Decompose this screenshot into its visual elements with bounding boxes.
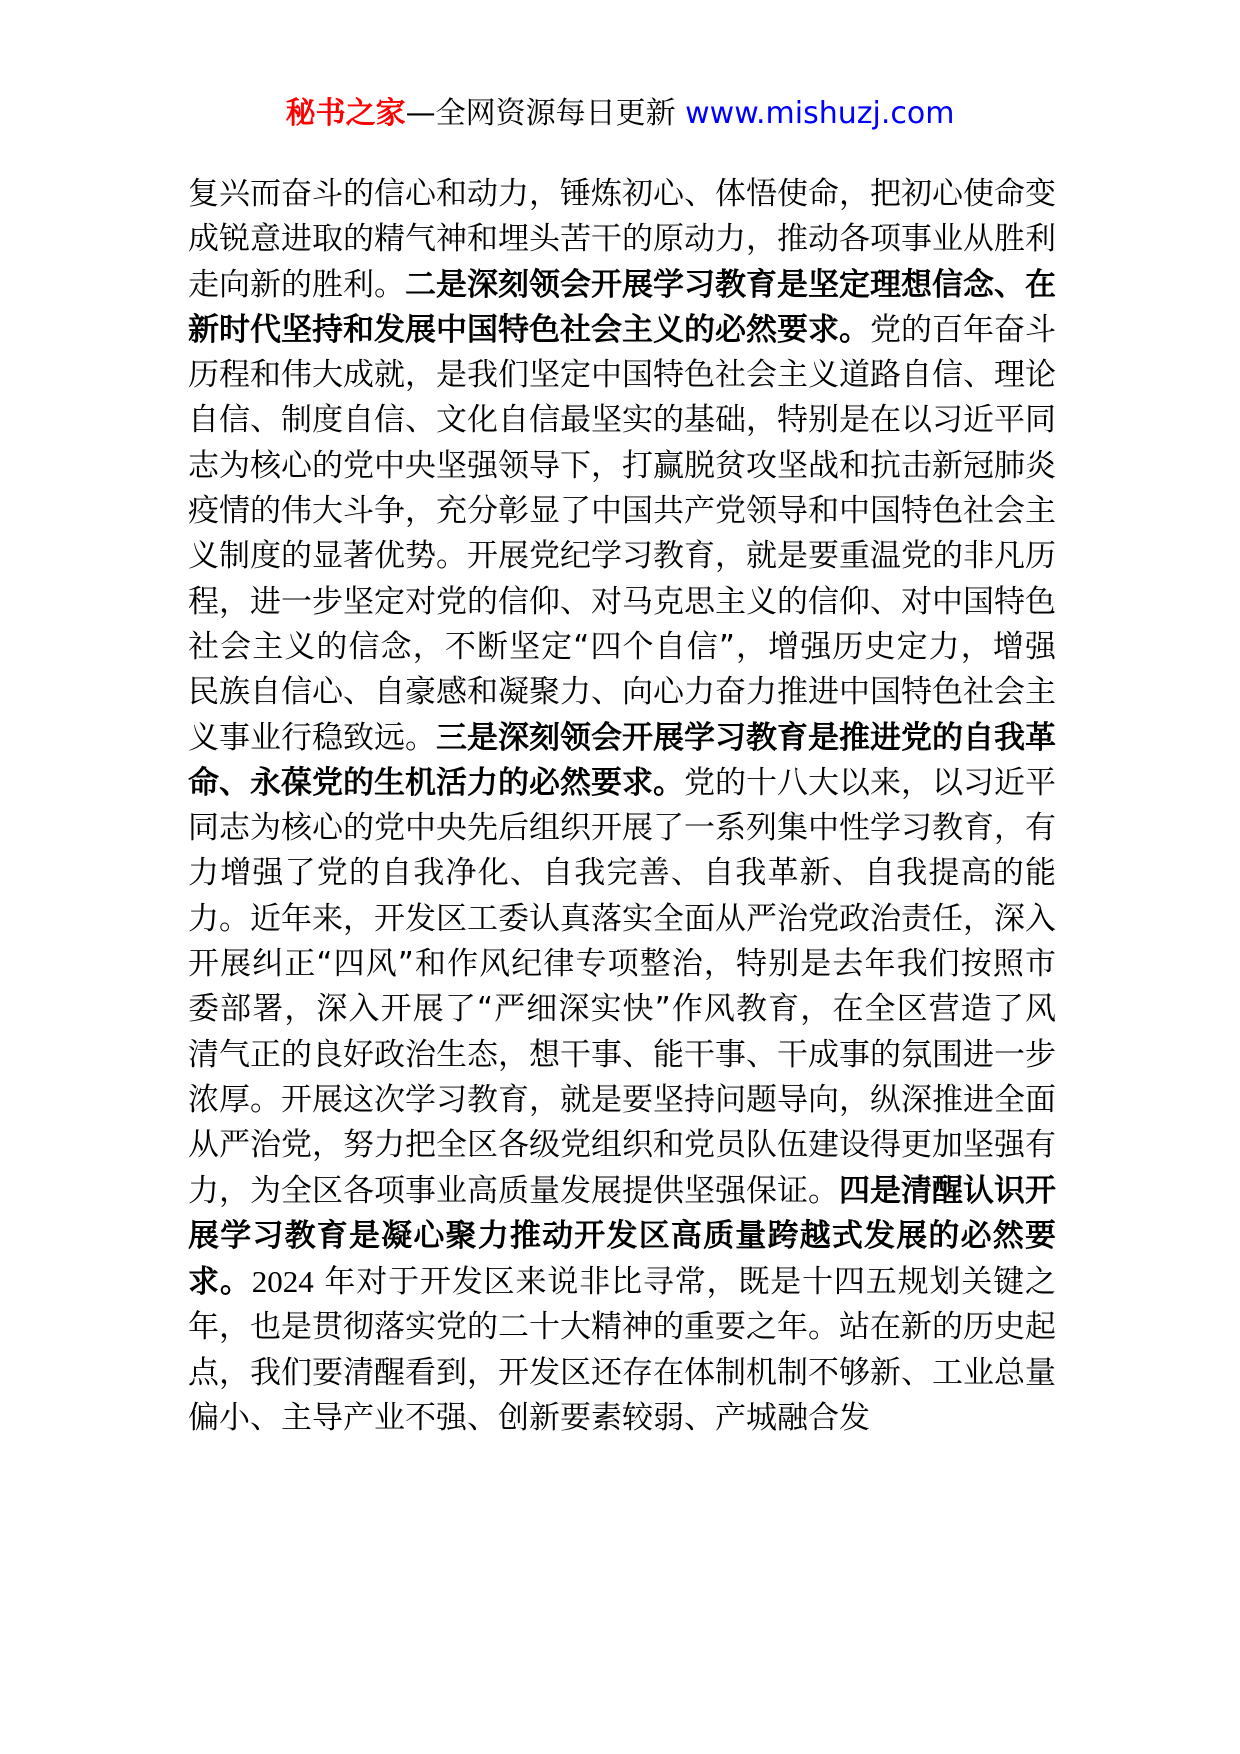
body-text-segment: 年对于开发区来说非比寻常，既是十四五规划关键之年，也是贯彻落实党的二十大精神的重要之年。站在新的历史起点，我们要清醒看到，开发区还存在体制机制不够新、工业总量偏小、主导产业不强、创新要素较弱、产城融合发 [188,1264,1057,1437]
brand-name: 秘书之家 [285,96,406,131]
bold-point-three: 三是深刻领会开展学习教育是推进党的自我革命、永葆党的生机活力的必然要求。 [188,719,1056,801]
body-text-segment: 党的百年奋斗历程和伟大成就，是我们坚定中国特色社会主义道路自信、理论自信、制度自信、文化自信最坚实的基础，特别是在以习近平同志为核心的党中央坚强领导下，打赢脱贫攻坚战和抗击新冠肺炎疫情的伟大斗争，充分彰显了中国共产党领导和中国特色社会主义制度的显著优势。开展党纪学习教育，就是要重温党的非凡历程，进一步坚定对党的信仰、对马克思主义的信仰、对中国特色社会主义的信念，不断坚定“四个自信”，增强历史定力，增强民族自信心、自豪感和凝聚力、向心力奋力推进中国特色社会主义事业行稳致远。 [188,311,1056,756]
bold-point-four: 四是清醒认识开展学习教育是凝心聚力推动开发区高质量跨越式发展的必然要求。 [188,1172,1056,1301]
page-header [0,94,1240,134]
year-number: 2024 [251,1264,314,1300]
header-tagline: —全网资源每日更新 [405,96,676,131]
bold-point-two: 二是深刻领会开展学习教育是坚定理想信念、在新时代坚持和发展中国特色社会主义的必然要求。 [188,266,1056,348]
document-body [188,172,1056,1441]
body-text-segment: 党的十八大以来，以习近平同志为核心的党中央先后组织开展了一系列集中性学习教育，有力增强了党的自我净化、自我完善、自我革新、自我提高的能力。近年来，开发区工委认真落实全面从严治党政治责任，深入开展纠正“四风”和作风纪律专项整治，特别是去年我们按照市委部署，深入开展了“严细深实快”作风教育，在全区营造了风清气正的良好政治生态，想干事、能干事、干成事的氛围进一步浓厚。开展这次学习教育，就是要坚持问题导向，纵深推进全面从严治党，努力把全区各级党组织和党员队伍建设得更加坚强有力，为全区各项事业高质量发展提供坚强保证。 [188,764,1056,1209]
site-url-link[interactable]: www.mishuzj.com [685,96,955,131]
body-text-segment: 复兴而奋斗的信心和动力，锤炼初心、体悟使命，把初心使命变成锐意进取的精气神和埋头苦干的原动力，推动各项事业从胜利走向新的胜利。 [188,176,1056,303]
